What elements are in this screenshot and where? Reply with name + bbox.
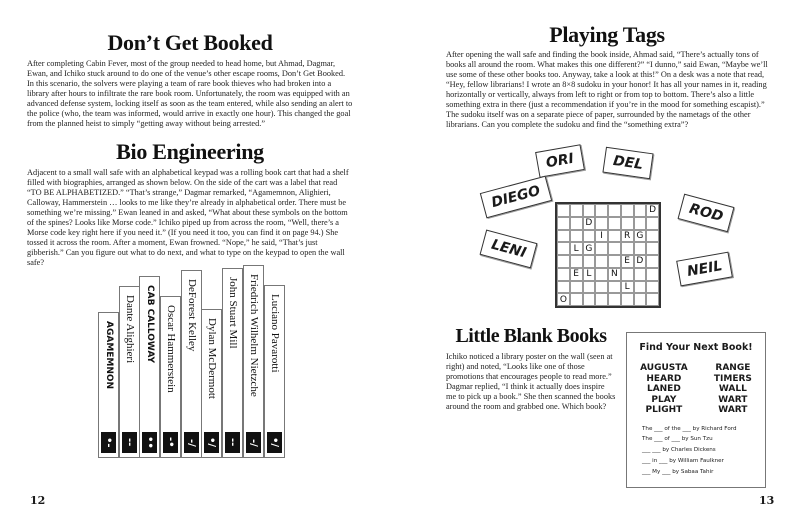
- book-spine: [119, 286, 140, 458]
- right-top-column: [446, 22, 768, 130]
- book-title: Dante Alighieri: [124, 295, 136, 364]
- sudoku-cell: [621, 217, 634, 230]
- sudoku-cell: [608, 281, 621, 294]
- poster-word: PLAY: [651, 394, 677, 405]
- sudoku-cell: [608, 255, 621, 268]
- poster-word: PLIGHT: [645, 405, 683, 415]
- library-poster: [626, 332, 766, 488]
- sudoku-cell: [583, 204, 596, 217]
- section-title-bio-engineering: Bio Engineering: [116, 139, 264, 164]
- nametag-rod: ROD: [678, 194, 735, 233]
- section-title-playing-tags: Playing Tags: [549, 22, 665, 47]
- book-title: Oscar Hammerstein: [165, 305, 177, 393]
- sudoku-cell: [583, 293, 596, 306]
- book-title: Luciano Pavarotti: [269, 294, 281, 373]
- poster-word: WALL: [718, 384, 747, 394]
- sudoku-cell: [570, 230, 583, 243]
- morse-symbol: --: [122, 432, 137, 453]
- sudoku-cell: [595, 255, 608, 268]
- morse-symbol: •/: [267, 432, 282, 453]
- sudoku-cell: E: [621, 255, 634, 268]
- sudoku-cell: L: [621, 281, 634, 294]
- sudoku-cell: [557, 268, 570, 281]
- nametag-neil: NEIL: [676, 252, 733, 287]
- sudoku-cell: L: [570, 242, 583, 255]
- poster-word: RANGE: [715, 363, 751, 373]
- little-blank-books-text: Ichiko noticed a library poster on the wall (seen at right) and noted, “Looks like one of those promotions that encourages people to read more.” Dagmar replied, “I think it actually does inspire me to pick up a book.” She then scanned the books around the room and grabbed one. Which book?: [446, 352, 616, 411]
- sudoku-cell: [608, 242, 621, 255]
- sudoku-cell: [570, 281, 583, 294]
- sudoku-cell: [646, 281, 659, 294]
- sudoku-cell: D: [583, 217, 596, 230]
- sudoku-cell: [634, 268, 647, 281]
- sudoku-cell: [583, 255, 596, 268]
- sudoku-cell: [595, 217, 608, 230]
- nametag-leni: LENI: [480, 230, 538, 269]
- little-blank-books-column: [446, 324, 616, 412]
- sudoku-cell: [646, 217, 659, 230]
- poster-clue: ___ in ___ by William Faulkner: [642, 457, 724, 464]
- poster-right-words: [714, 363, 752, 416]
- page-number-right: 13: [759, 494, 775, 507]
- sudoku-cell: L: [583, 268, 596, 281]
- morse-symbol: --: [225, 432, 240, 453]
- sudoku-cell: [570, 217, 583, 230]
- book-spine: [98, 312, 119, 458]
- sudoku-cell: [595, 293, 608, 306]
- book-title: AGAMEMNON: [104, 321, 114, 390]
- section-title-little-blank-books: Little Blank Books: [455, 325, 607, 347]
- page-number-left: 12: [30, 494, 46, 507]
- poster-left-words: [640, 363, 688, 416]
- sudoku-cell: [634, 242, 647, 255]
- book-title: Dylan McDermott: [206, 318, 218, 399]
- sudoku-cell: [570, 255, 583, 268]
- sudoku-cell: [634, 204, 647, 217]
- book-spine: [139, 276, 160, 458]
- sudoku-cell: [634, 293, 647, 306]
- sudoku-cell: D: [646, 204, 659, 217]
- sudoku-cell: [621, 242, 634, 255]
- bio-engineering-text: Adjacent to a small wall safe with an alphabetical keypad was a rolling book cart that had a shelf filled with biographies, arranged as shown below. On the side of the cart was a label that read “TO BE ALPHABETIZED.” “That’s strange,” Dagmar remarked, “Agamemnon, Alighieri, Calloway, Hammerstein … looks to me like they’re already in alphabetical order. There must be something we’re missing.” Ewan leaned in and asked, “What about these symbols on the bottom of the spines? Looks like Morse code.” Ichiko piped up from across the room, “Well, there’s a Morse code key right here if you need it.” (If you need it too, you can find it on page 94.) She tossed it across the room. After a moment, Ewan frowned. “Nope,” he said, “That’s just gibberish.” Can you figure out what to do next, and what to type on the keypad to open the wall safe?: [27, 168, 349, 267]
- poster-word: TIMERS: [713, 373, 752, 384]
- morse-symbol: •-: [101, 432, 116, 453]
- sudoku-cell: [646, 242, 659, 255]
- book-title: CAB CALLOWAY: [145, 285, 155, 364]
- nametag-del: DEL: [602, 147, 653, 179]
- sudoku-cell: [557, 217, 570, 230]
- sudoku-cell: O: [557, 293, 570, 306]
- dont-get-booked-text: After completing Cabin Fever, most of the group needed to head home, but Ahmad, Dagmar, Ewan, and Ichiko stuck around to do one of the venue’s other escape rooms, Don’t Get Booked. In this scenario, the solvers were playing a team of rare book thieves who had broken into a library after hours to infiltrate the rare book room. Unfortunately, the room was equipped with an advanced defense system, locking itself as soon as the team entered, while also sending an alert to the police (who, the team was informed, would arrive in exactly one hour). This changed the goal from the planned heist to simply “getting away without being arrested.”: [27, 59, 353, 128]
- morse-symbol: ••: [142, 432, 157, 453]
- sudoku-cell: [621, 268, 634, 281]
- book-spine: [243, 265, 264, 458]
- morse-symbol: -/: [184, 432, 199, 453]
- sudoku-cell: [595, 268, 608, 281]
- sudoku-cell: D: [634, 255, 647, 268]
- poster-word: WART: [718, 394, 748, 405]
- sudoku-cell: [595, 281, 608, 294]
- sudoku-cell: [608, 230, 621, 243]
- poster-title: Find Your Next Book!: [639, 342, 753, 353]
- morse-symbol: -•: [163, 432, 178, 453]
- sudoku-cell: G: [634, 230, 647, 243]
- book-spine: [160, 296, 181, 458]
- sudoku-cell: [621, 204, 634, 217]
- nametag-diego: DIEGO: [480, 176, 552, 219]
- book-spine: [264, 285, 285, 458]
- poster-word: WART: [718, 405, 748, 415]
- sudoku-cell: [583, 230, 596, 243]
- morse-symbol: -/: [246, 432, 261, 453]
- sudoku-cell: [646, 255, 659, 268]
- sudoku-cell: [646, 230, 659, 243]
- poster-clue: ___ ___ by Charles Dickens: [642, 447, 716, 454]
- sudoku-cell: [557, 281, 570, 294]
- sudoku-cell: G: [583, 242, 596, 255]
- sudoku-cell: [557, 230, 570, 243]
- sudoku-cell: [621, 293, 634, 306]
- section-title-dont-get-booked: Don’t Get Booked: [107, 30, 273, 55]
- sudoku-cell: [646, 268, 659, 281]
- book-title: Friedrich Wilhelm Nietzche: [248, 274, 260, 397]
- sudoku-cell: [595, 242, 608, 255]
- book-spine: [201, 309, 222, 458]
- sudoku-cell: [583, 281, 596, 294]
- poster-clues: [627, 424, 765, 478]
- sudoku-grid: [555, 202, 661, 308]
- sudoku-cell: [608, 204, 621, 217]
- nametag-ori: ORI: [535, 144, 585, 178]
- book-spine: [222, 268, 243, 458]
- sudoku-cell: [557, 204, 570, 217]
- sudoku-cell: [595, 204, 608, 217]
- morse-symbol: •/: [204, 432, 219, 453]
- sudoku-cell: N: [608, 268, 621, 281]
- left-column: [27, 30, 353, 268]
- sudoku-cell: [634, 281, 647, 294]
- poster-word: LANED: [646, 384, 681, 394]
- poster-word: HEARD: [646, 373, 682, 384]
- book-title: John Stuart Mill: [227, 277, 239, 349]
- poster-clue: ___ My ___ by Sabaa Tahir: [642, 468, 714, 475]
- sudoku-cell: [570, 204, 583, 217]
- poster-clue: The ___ of the ___ by Richard Ford: [642, 425, 737, 432]
- sudoku-cell: E: [570, 268, 583, 281]
- sudoku-cell: [608, 293, 621, 306]
- book-title: DeForest Kelley: [186, 279, 198, 352]
- sudoku-cell: [608, 217, 621, 230]
- sudoku-cell: [646, 293, 659, 306]
- sudoku-cell: [570, 293, 583, 306]
- sudoku-cell: [557, 242, 570, 255]
- sudoku-cell: [634, 217, 647, 230]
- poster-clue: The ___ of ___ by Sun Tzu: [642, 436, 713, 443]
- playing-tags-text: After opening the wall safe and finding the book inside, Ahmad said, “There’s actually tons of books all around the room. What makes this one different?” “I dunno,” said Ewan, “Maybe we’ll use some of these other books too. Anyway, take a look at this!” On a desk was a note that read, “Hey, fellow librarians! I wrote an 8×8 sudoku in your honor! It has all your names in it, reading horizontally or vertically, always from left to right or from top to bottom. There’s also a little something extra in there (just a recommendation if you’re in the mood for something escapist).” The sudoku itself was on a separate piece of paper, surrounded by the nametags of the other librarians. Can you complete the sudoku and find the “something extra”?: [446, 50, 768, 129]
- poster-word: AUGUSTA: [640, 363, 688, 373]
- sudoku-cell: [557, 255, 570, 268]
- sudoku-cell: I: [595, 230, 608, 243]
- sudoku-cell: R: [621, 230, 634, 243]
- book-spine: [181, 270, 202, 458]
